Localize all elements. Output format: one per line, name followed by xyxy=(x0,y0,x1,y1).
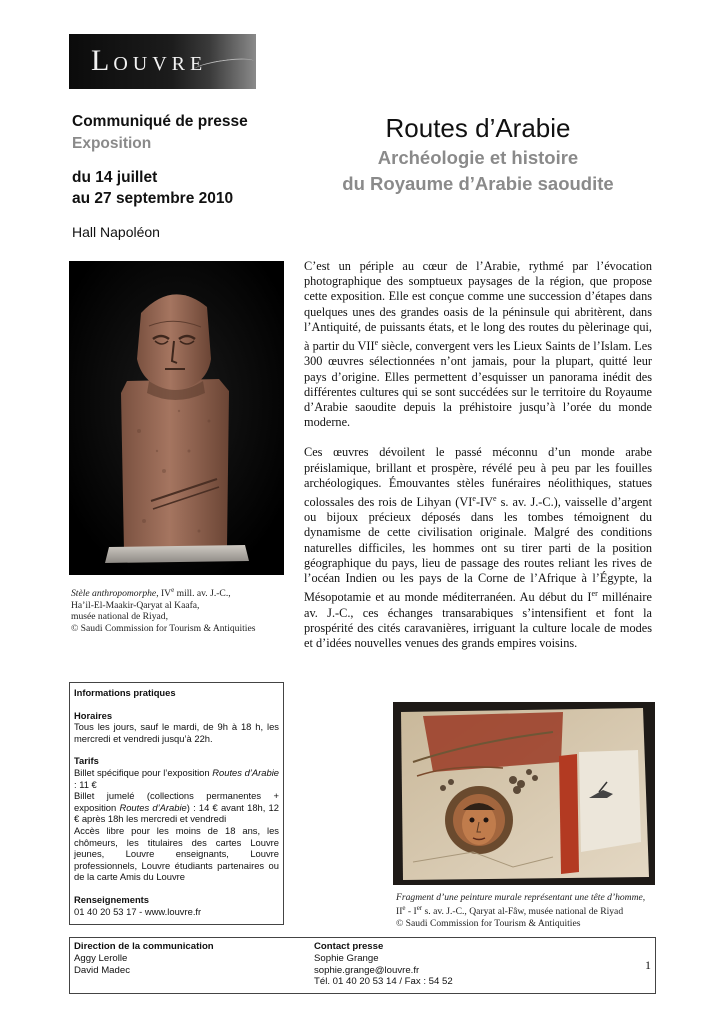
stele-caption-text: , IV xyxy=(156,588,172,600)
page-number: 1 xyxy=(645,958,651,972)
price-single-title: Routes d’Arabie xyxy=(212,766,279,778)
stele-photo xyxy=(69,261,284,575)
fresco-photo xyxy=(393,702,655,885)
exhibition-label: Exposition xyxy=(72,135,152,152)
price-single-text: Billet spécifique pour l’exposition xyxy=(74,766,213,778)
footer-communication xyxy=(74,941,214,976)
price-combined-amount: ) : 14 € avant 18h, 12 € après 18h les mercredi et vendredi xyxy=(74,801,279,825)
body-p2-part3: s. av. J.-C.), vaisselle d’argent ou bijoux précieux déposés dans les tombes témoignent du dynamisme de cette civilisation originale. Malgré des conditions naturelles difficiles, les hommes ont su tirer parti de la position géographique du pays, lieu de passage des routes reliant les rives de l’océan Indien ou les pays de la Corne de l’Afrique à l’Égypte, la Mésopotamie et au monde méditerranéen. Au début du I xyxy=(304,495,652,605)
footer-box xyxy=(69,937,656,994)
subtitle-line1: Archéologie et histoire xyxy=(377,147,579,168)
communication-name-1: Aggy Lerolle xyxy=(74,952,128,964)
free-access-text: Accès libre pour les moins de 18 ans, les chômeurs, les titulaires des cartes Louvre jeunes, Louvre enseignants, Louvre professionnels, Louvre étudiants partenaires ou de la carte Amis du Louvre xyxy=(74,824,279,883)
subtitle-line2: du Royaume d’Arabie saoudite xyxy=(342,173,614,194)
date-start: du 14 juillet xyxy=(72,169,158,186)
stele-caption-sup: e xyxy=(171,586,175,594)
price-combined-text: Billet jumelé (collections permanentes + exposition xyxy=(74,790,279,813)
venue: Hall Napoléon xyxy=(72,224,160,240)
info-heading: Informations pratiques xyxy=(74,687,176,698)
fresco-caption-l2c: s. av. J.-C., Qaryat al-Fâw, musée national de Riyad xyxy=(422,906,624,918)
stele-caption-text-end: mill. av. J.-C., xyxy=(174,588,231,600)
body-p2-part1: Ces œuvres dévoilent le passé méconnu d’un monde arabe préislamique, brillant et prospère, révélé peu à peu par les fouilles archéologiques. Émouvantes stèles funéraires néolithiques, statues colossales des rois de Lihyan (VI xyxy=(304,445,652,510)
body-p1-part1: C’est un périple au cœur de l’Arabie, rythmé par l’évocation photographique des somptueux paysages de la région, que propose cette exposition. Elle est conçue comme une succession d’étapes dans quelques unes des grandes oasis de la péninsule qui abritèrent, dans l’Antiquité, de puissants états, et le long des routes du pèlerinage qui, à partir du VII xyxy=(304,259,652,354)
stele-caption-line2: Ha’il-El-Maakir-Qaryat al Kaafa, xyxy=(71,599,200,611)
fresco-caption-l2a: II xyxy=(396,906,403,918)
contact-heading: Renseignements xyxy=(74,893,150,905)
price-single xyxy=(74,767,279,790)
fresco-caption-line3: © Saudi Commission for Tourism & Antiquities xyxy=(396,918,581,929)
fresco-image xyxy=(393,702,655,885)
date-end: au 27 septembre 2010 xyxy=(72,190,234,207)
press-contact-name: Sophie Grange xyxy=(314,952,379,964)
prices-heading: Tarifs xyxy=(74,755,99,767)
logo-wordmark xyxy=(91,44,207,78)
fresco-caption-sup2: er xyxy=(416,904,423,913)
stele-caption-line4: © Saudi Commission for Tourism & Antiquities xyxy=(71,622,256,634)
price-single-amount: : 11 € xyxy=(74,778,97,790)
page-title: Routes d’Arabie xyxy=(385,113,571,143)
body-p2-sup3: er xyxy=(591,589,598,599)
communication-name-2: David Madec xyxy=(74,964,130,976)
body-p1-part2: siècle, convergent vers les Lieux Saints de l’Islam. Les 300 œuvres sélectionnées n’ont jamais, pour la plupart, quitté leur pays d’origine. Elles permettent d’esquisser un panorama inédit des différentes cultures qui se sont succédées sur le territoire du Royaume d’Arabie saoudite depuis la préhistoire jusqu’à l’orée du monde moderne. xyxy=(304,339,652,430)
price-combined-title: Routes d’Arabie xyxy=(119,801,187,813)
press-release-label: Communiqué de presse xyxy=(72,113,248,130)
practical-info-box xyxy=(69,682,284,925)
stele-image xyxy=(69,261,284,575)
stele-caption-title: Stèle anthropomorphe xyxy=(71,588,157,600)
fresco-caption-l2b: - I xyxy=(405,906,417,918)
body-paragraph-1 xyxy=(304,259,652,430)
fresco-caption-line1 xyxy=(396,892,660,903)
press-contact-phone: Tél. 01 40 20 53 14 / Fax : 54 52 xyxy=(314,976,453,988)
body-p2-sup1: e xyxy=(472,493,476,503)
stele-caption xyxy=(71,585,283,635)
footer-press-contact xyxy=(314,941,453,988)
logo-rest-letters: OUVRE xyxy=(113,53,208,75)
stele-caption-line1 xyxy=(71,585,283,600)
fresco-caption xyxy=(396,892,660,929)
hours-heading: Horaires xyxy=(74,709,113,721)
body-p2-sup2: e xyxy=(493,493,497,503)
body-paragraph-2 xyxy=(304,445,652,651)
body-p2-part4: millénaire av. J.-C., ces échanges transarabiques s’intensifient et font la prospérité des cités caravanières, irriguant la culture locale de modes et d’idées nouvelles venues des grands empires voisins. xyxy=(304,590,652,650)
price-combined xyxy=(74,790,279,825)
fresco-caption-line2 xyxy=(396,903,660,918)
stele-caption-line3: musée national de Riyad, xyxy=(71,611,168,623)
fresco-caption-title: Fragment d’une peinture murale représentant une tête d’homme, xyxy=(396,892,646,903)
communication-heading: Direction de la communication xyxy=(74,941,214,952)
press-contact-heading: Contact presse xyxy=(314,941,384,952)
press-contact-email[interactable]: sophie.grange@louvre.fr xyxy=(314,964,420,976)
contact-text: 01 40 20 53 17 - www.louvre.fr xyxy=(74,905,202,917)
body-p2-part2: -IV xyxy=(475,495,494,510)
fresco-caption-sup1: e xyxy=(402,904,406,913)
hours-text: Tous les jours, sauf le mardi, de 9h à 18 h, les mercredi et vendredi jusqu’à 22h. xyxy=(74,721,279,744)
logo-first-letter: L xyxy=(91,44,114,77)
body-text xyxy=(304,259,652,666)
louvre-logo xyxy=(69,34,256,89)
body-p1-sup: e xyxy=(374,338,379,348)
